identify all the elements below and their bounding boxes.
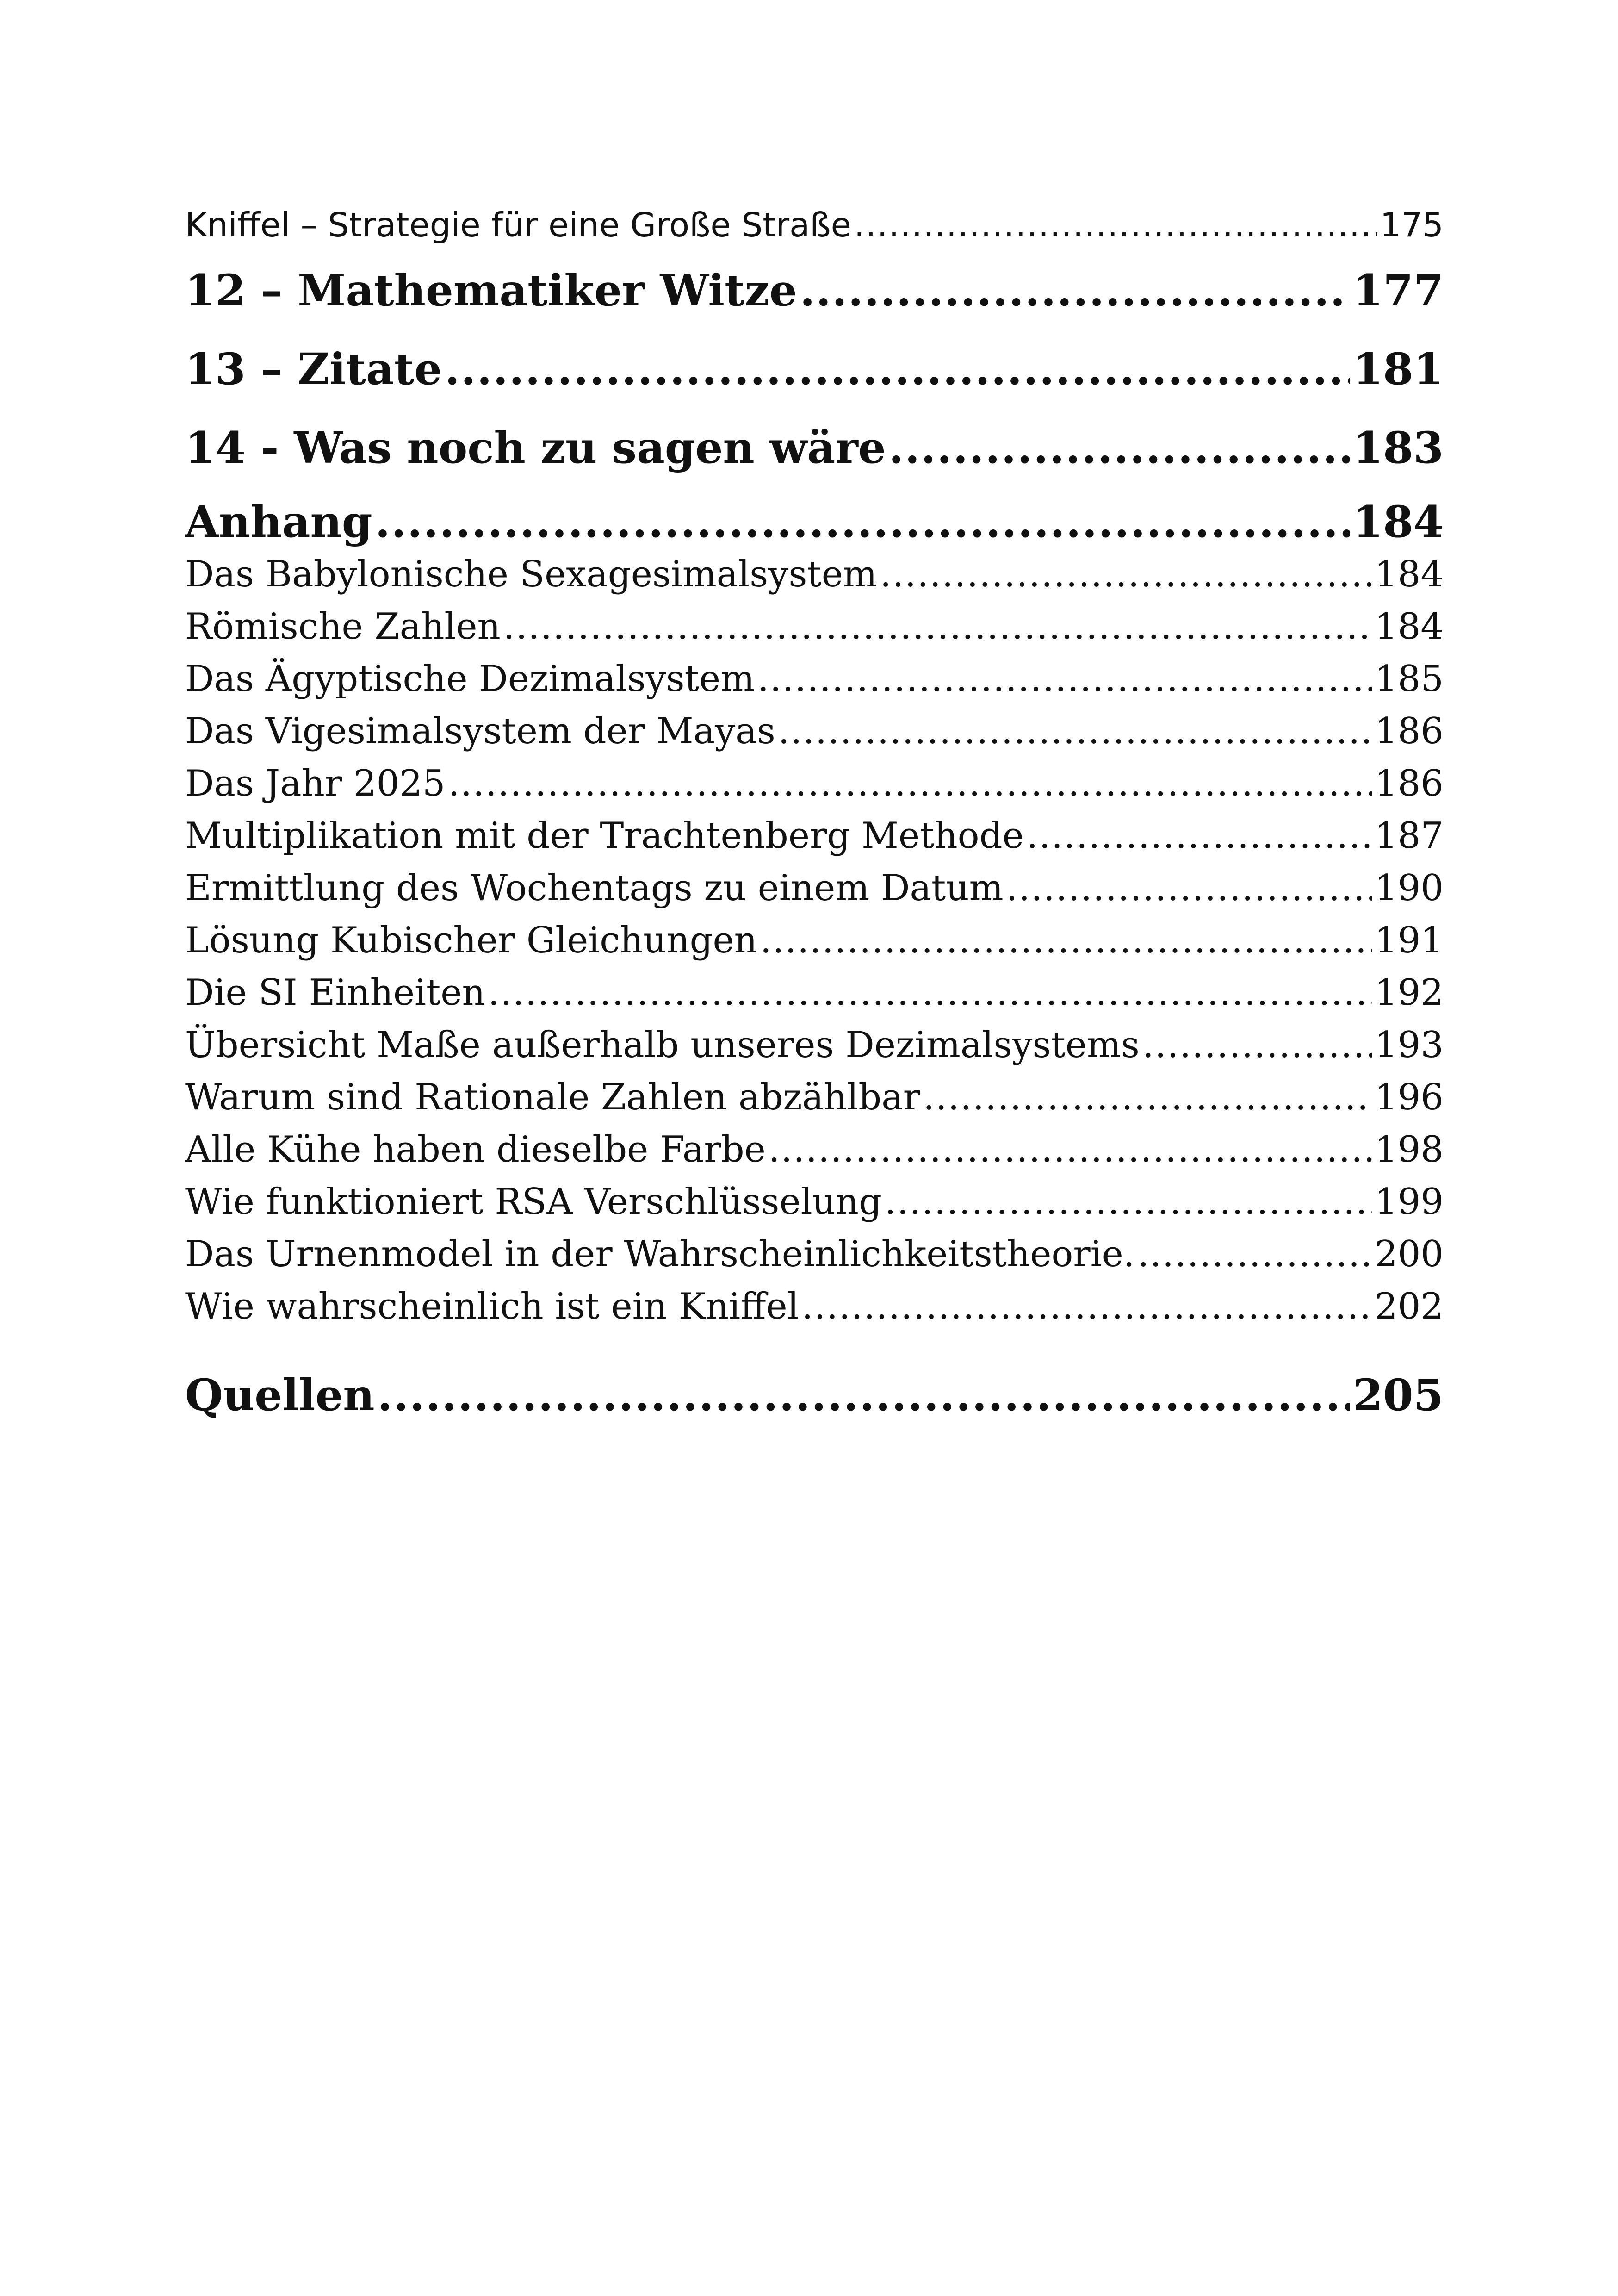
toc-section-entry[interactable] <box>185 1176 1444 1228</box>
toc-dot-leader <box>769 1124 1372 1176</box>
toc-dot-leader <box>503 601 1372 653</box>
toc-chapter-entry[interactable] <box>185 330 1444 409</box>
toc-dot-leader <box>448 758 1372 810</box>
toc-dot-leader <box>378 1356 1350 1435</box>
toc-dot-leader <box>802 1281 1372 1333</box>
toc-dot-leader <box>1006 862 1372 915</box>
toc-page-number: 184 <box>1375 554 1444 595</box>
toc-section-entry[interactable] <box>185 1019 1444 1071</box>
toc-section-entry[interactable] <box>185 653 1444 705</box>
toc-entry-title: Lösung Kubischer Gleichungen <box>185 920 757 961</box>
toc-page-number: 205 <box>1352 1370 1444 1421</box>
toc-dot-leader <box>757 653 1372 705</box>
toc-page-number: 184 <box>1352 497 1444 548</box>
toc-entry-title: Wie funktioniert RSA Verschlüsselung <box>185 1181 882 1223</box>
toc-section-entry[interactable] <box>185 862 1444 915</box>
toc-dot-leader <box>1138 1228 1372 1281</box>
toc-chapter-entry[interactable] <box>185 487 1444 548</box>
toc-entry-title: Quellen <box>185 1370 375 1421</box>
toc-chapter-entry[interactable] <box>185 1356 1444 1435</box>
toc-section-entry[interactable] <box>185 1124 1444 1176</box>
toc-section-entry[interactable] <box>185 758 1444 810</box>
toc-page-number: 186 <box>1375 710 1444 752</box>
toc-section-entry[interactable] <box>185 199 1444 251</box>
toc-entry-title: Das Ägyptische Dezimalsystem <box>185 658 755 700</box>
toc-entry-title: Das Urnenmodel in der Wahrscheinlichkeitstheorie. <box>185 1233 1135 1275</box>
toc-page-number: 186 <box>1375 763 1444 804</box>
toc-dot-leader <box>885 1176 1372 1228</box>
toc-page-number: 184 <box>1375 606 1444 647</box>
toc-section-entry[interactable] <box>185 1281 1444 1333</box>
toc-dot-leader <box>854 199 1377 251</box>
toc-dot-leader <box>488 967 1372 1019</box>
toc-dot-leader <box>760 915 1372 967</box>
toc-dot-leader <box>1142 1019 1372 1071</box>
toc-entry-title: Warum sind Rationale Zahlen abzählbar <box>185 1076 921 1118</box>
toc-section-entry[interactable] <box>185 601 1444 653</box>
toc-entry-title: Alle Kühe haben dieselbe Farbe <box>185 1129 766 1170</box>
toc-dot-leader <box>778 705 1372 758</box>
toc-section-entry[interactable] <box>185 915 1444 967</box>
toc-entry-title: 14 - Was noch zu sagen wäre <box>185 423 886 473</box>
toc-page-number: 192 <box>1375 972 1444 1014</box>
toc-page-number: 175 <box>1380 205 1444 244</box>
toc-page-number: 181 <box>1352 344 1444 395</box>
toc-entry-title: 13 – Zitate <box>185 344 442 395</box>
toc-dot-leader <box>889 409 1350 487</box>
toc-page-number: 177 <box>1352 265 1444 316</box>
toc-entry-title: Die SI Einheiten <box>185 972 485 1014</box>
toc-dot-leader <box>375 487 1350 548</box>
toc-page-number: 196 <box>1375 1076 1444 1118</box>
toc-section-entry[interactable] <box>185 705 1444 758</box>
toc-entry-title: Übersicht Maße außerhalb unseres Dezimalsystems <box>185 1024 1140 1066</box>
toc-entry-title: Wie wahrscheinlich ist ein Kniffel <box>185 1286 799 1327</box>
toc-page-number: 187 <box>1375 815 1444 857</box>
toc-entry-title: Das Vigesimalsystem der Mayas <box>185 710 775 752</box>
toc-entry-title: Anhang <box>185 497 372 548</box>
toc-dot-leader <box>800 251 1350 330</box>
toc-dot-leader <box>880 548 1372 601</box>
toc-entry-title: Das Jahr 2025 <box>185 763 446 804</box>
toc-chapter-entry[interactable] <box>185 409 1444 487</box>
toc-page-number: 193 <box>1375 1024 1444 1066</box>
toc-dot-leader <box>1027 810 1372 862</box>
toc-page-number: 202 <box>1375 1286 1444 1327</box>
toc-entry-title: 12 – Mathematiker Witze <box>185 265 797 316</box>
toc-page-number: 198 <box>1375 1129 1444 1170</box>
toc-entry-title: Multiplikation mit der Trachtenberg Methode <box>185 815 1024 857</box>
table-of-contents <box>185 199 1444 1435</box>
toc-page-number: 199 <box>1375 1181 1444 1223</box>
toc-chapter-entry[interactable] <box>185 251 1444 330</box>
toc-section-entry[interactable] <box>185 810 1444 862</box>
toc-entry-title: Das Babylonische Sexagesimalsystem <box>185 554 877 595</box>
toc-entry-title: Römische Zahlen <box>185 606 501 647</box>
toc-entry-title: Ermittlung des Wochentags zu einem Datum <box>185 867 1004 909</box>
toc-dot-leader <box>923 1071 1372 1124</box>
toc-page-number: 185 <box>1375 658 1444 700</box>
toc-section-entry[interactable] <box>185 967 1444 1019</box>
toc-dot-leader <box>445 330 1350 409</box>
toc-page-number: 183 <box>1352 423 1444 473</box>
toc-page-number: 200 <box>1375 1233 1444 1275</box>
toc-page-number: 191 <box>1375 920 1444 961</box>
toc-section-entry[interactable] <box>185 1071 1444 1124</box>
toc-page-number: 190 <box>1375 867 1444 909</box>
toc-section-entry[interactable] <box>185 1228 1444 1281</box>
toc-entry-title: Kniffel – Strategie für eine Große Straße <box>185 205 851 244</box>
toc-section-entry[interactable] <box>185 548 1444 601</box>
